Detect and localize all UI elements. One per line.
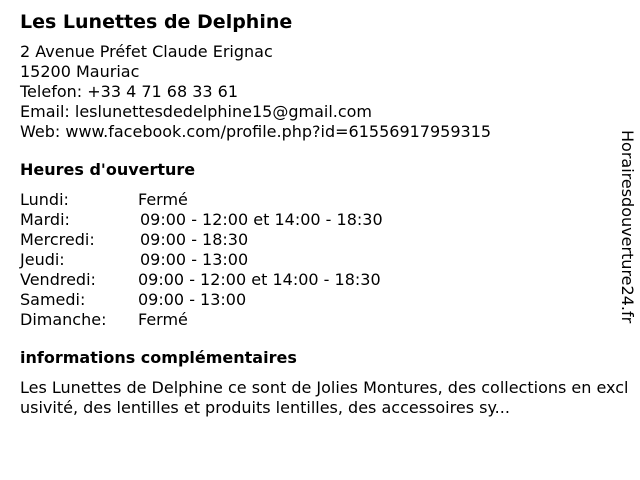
hours-time: 09:00 - 12:00 et 14:00 - 18:30 [140, 210, 383, 229]
phone-line: Telefon: +33 4 71 68 33 61 [20, 82, 239, 101]
hours-time: 09:00 - 13:00 [138, 290, 247, 309]
web-line: Web: www.facebook.com/profile.php?id=61556917959315 [20, 122, 492, 141]
site-watermark [614, 130, 640, 350]
opening-hours-table [20, 190, 632, 330]
address-city: 15200 Mauriac [20, 62, 140, 81]
hours-row-monday [20, 190, 632, 210]
hours-day: Jeudi: [20, 250, 65, 269]
hours-day: Mardi: [20, 210, 70, 229]
email-line: Email: leslunettesdedelphine15@gmail.com [20, 102, 373, 121]
hours-row-saturday [20, 290, 632, 310]
additional-info-text: Les Lunettes de Delphine ce sont de Jolies Montures, des collections en exclusivité, des lentilles et produits lentilles, des accessoires sy... [20, 378, 629, 417]
hours-time: 09:00 - 12:00 et 14:00 - 18:30 [138, 270, 381, 289]
watermark-text: Horairesdouverture24.fr [618, 130, 637, 324]
hours-day: Dimanche: [20, 310, 107, 329]
hours-day: Lundi: [20, 190, 69, 209]
hours-time: Fermé [138, 190, 188, 209]
hours-row-wednesday [20, 230, 632, 250]
hours-time: 09:00 - 18:30 [140, 230, 249, 249]
additional-info-heading: informations complémentaires [20, 348, 297, 367]
opening-hours-heading: Heures d'ouverture [20, 160, 196, 179]
hours-time: Fermé [138, 310, 188, 329]
hours-time: 09:00 - 13:00 [140, 250, 249, 269]
hours-row-sunday [20, 310, 632, 330]
hours-row-tuesday [20, 210, 632, 230]
business-listing [20, 10, 632, 418]
hours-row-friday [20, 270, 632, 290]
hours-row-thursday [20, 250, 632, 270]
business-name: Les Lunettes de Delphine [20, 11, 293, 33]
hours-day: Samedi: [20, 290, 86, 309]
address-street: 2 Avenue Préfet Claude Erignac [20, 42, 273, 61]
hours-day: Vendredi: [20, 270, 96, 289]
hours-day: Mercredi: [20, 230, 95, 249]
